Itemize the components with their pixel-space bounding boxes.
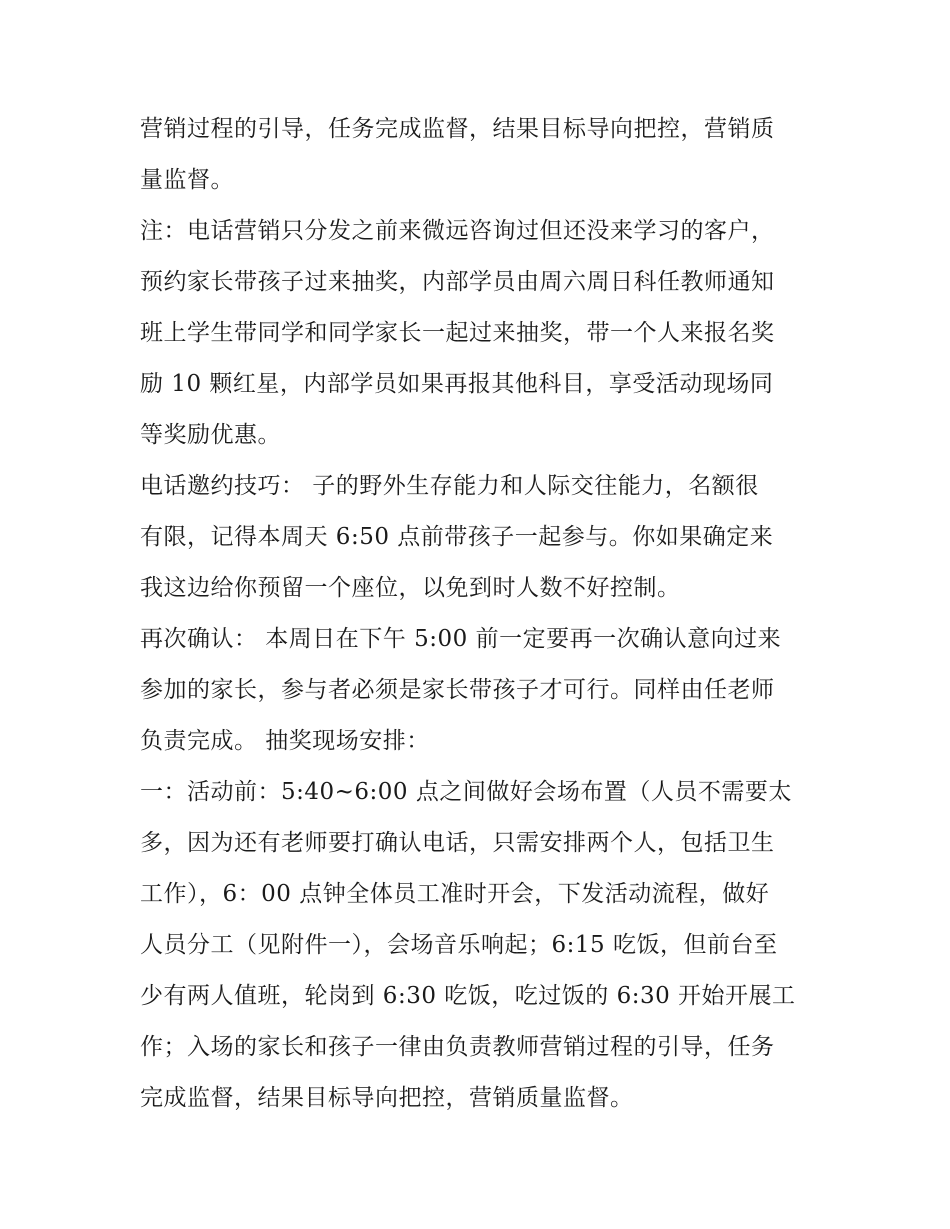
text-line: 班上学生带同学和同学家长一起过来抽奖，带一个人来报名奖 bbox=[140, 320, 775, 346]
text-line: 励 10 颗红星，内部学员如果再报其他科目，享受活动现场同 bbox=[140, 371, 774, 397]
text-line: 营销过程的引导，任务完成监督，结果目标导向把控，营销质 bbox=[140, 116, 775, 142]
text-line: 有限，记得本周天 6:50 点前带孩子一起参与。你如果确定来 bbox=[140, 524, 774, 550]
text-line: 作；入场的家长和孩子一律由负责教师营销过程的引导，任务 bbox=[140, 1034, 775, 1060]
text-line: 参加的家长，参与者必须是家长带孩子才可行。同样由任老师 bbox=[140, 677, 775, 703]
text-line: 量监督。 bbox=[140, 167, 234, 193]
text-line: 预约家长带孩子过来抽奖，内部学员由周六周日科任教师通知 bbox=[140, 269, 775, 295]
body-text bbox=[140, 104, 820, 1124]
text-line: 电话邀约技巧： 子的野外生存能力和人际交往能力，名额很 bbox=[140, 473, 759, 499]
text-line: 工作），6：00 点钟全体员工准时开会，下发活动流程，做好 bbox=[140, 881, 770, 907]
text-line: 完成监督，结果目标导向把控，营销质量监督。 bbox=[140, 1085, 634, 1111]
text-line: 多，因为还有老师要打确认电话，只需安排两个人，包括卫生 bbox=[140, 830, 775, 856]
text-line: 我这边给你预留一个座位，以免到时人数不好控制。 bbox=[140, 575, 681, 601]
text-line: 再次确认： 本周日在下午 5:00 前一定要再一次确认意向过来 bbox=[140, 626, 782, 652]
text-line: 负责完成。 抽奖现场安排： bbox=[140, 728, 430, 754]
text-line: 注：电话营销只分发之前来微远咨询过但还没来学习的客户， bbox=[140, 218, 775, 244]
text-line: 一：活动前：5:40~6:00 点之间做好会场布置（人员不需要太 bbox=[140, 779, 792, 805]
text-line: 人员分工（见附件一），会场音乐响起；6:15 吃饭，但前台至 bbox=[140, 932, 778, 958]
text-line: 等奖励优惠。 bbox=[140, 422, 281, 448]
text-line: 少有两人值班，轮岗到 6:30 吃饭，吃过饭的 6:30 开始开展工 bbox=[140, 983, 796, 1009]
